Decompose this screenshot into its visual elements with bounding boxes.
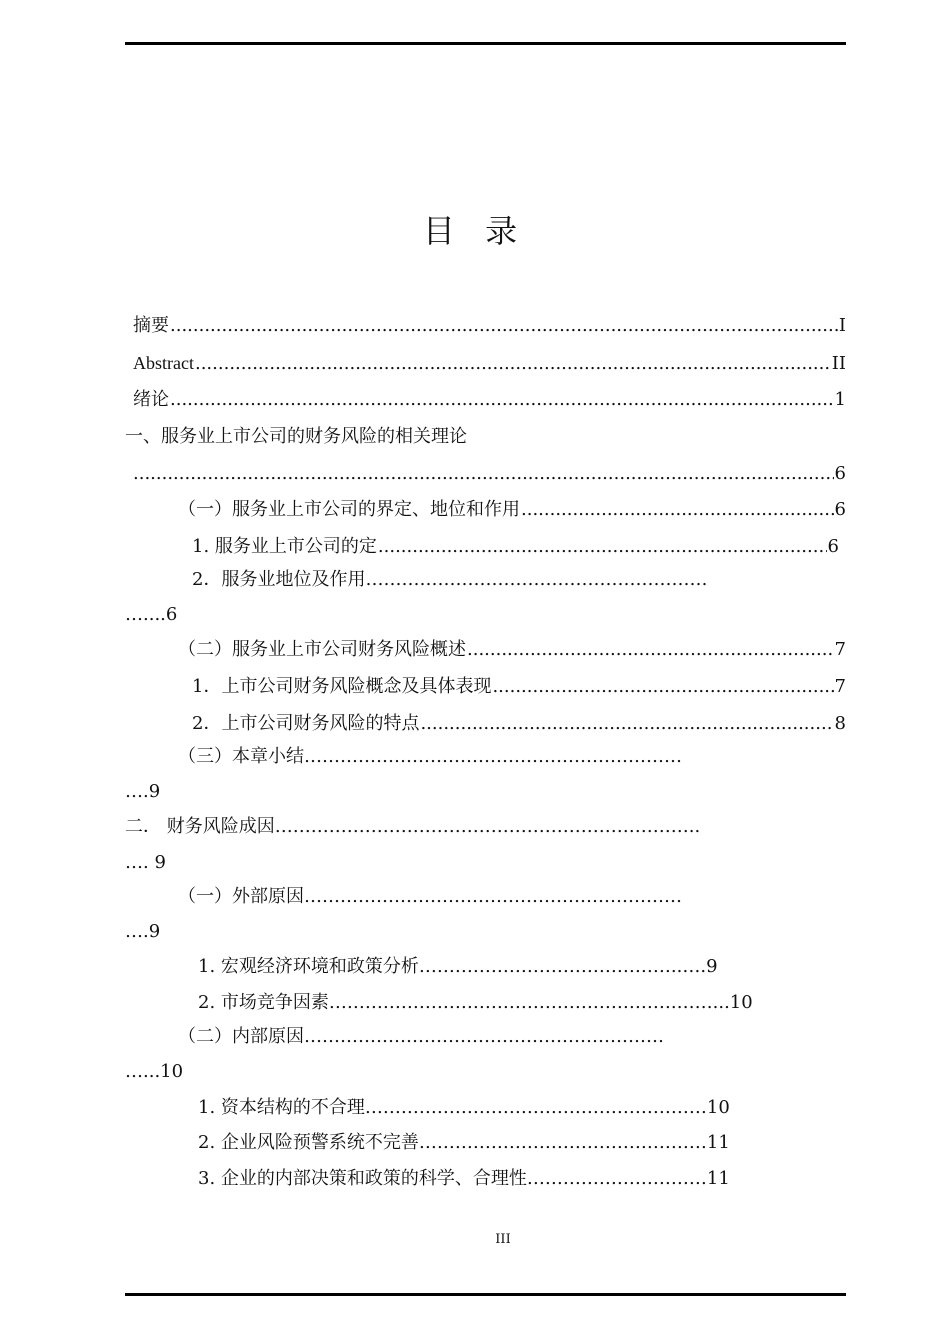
toc-entry-ch2-s1-1[interactable]: [198, 955, 846, 979]
toc-page-number: 6: [827, 536, 839, 557]
toc-entry-ch2-cont[interactable]: …. 9: [125, 852, 166, 873]
toc-page-number: 11: [706, 1168, 730, 1189]
toc-entry-ch2-s2-1[interactable]: [198, 1096, 730, 1120]
toc-entry-ch2-s1-2[interactable]: [198, 991, 846, 1015]
toc-entry-ch2-s2-2[interactable]: [198, 1131, 730, 1155]
footer-page-number: III: [495, 1232, 511, 1247]
toc-entry-ch1-s3-cont[interactable]: ….9: [125, 781, 161, 802]
toc-leader: [195, 352, 831, 376]
header-rule: [125, 42, 846, 45]
toc-leader: ………………………………………………….……...: [328, 992, 730, 1013]
toc-entry-ch1-s2[interactable]: [178, 638, 846, 662]
toc-entry-label: 1. 服务业上市公司的定: [192, 536, 377, 557]
toc-entry-ch1-s2-2[interactable]: [192, 712, 846, 736]
toc-entry-ch1-s1-2[interactable]: [192, 568, 707, 592]
toc-page-number: 9: [706, 956, 718, 977]
toc-entry-label: （二）内部原因: [178, 1026, 304, 1047]
toc-leader: …………………………………………………: [364, 1097, 707, 1118]
toc-entry-label: （一）服务业上市公司的界定、地位和作用: [178, 499, 520, 520]
toc-entry-label: 2．服务业地位及作用: [192, 569, 366, 590]
toc-page-number: 1: [834, 389, 846, 410]
toc-entry-ch1-s1[interactable]: [178, 498, 846, 522]
toc-entry-label: 3. 企业的内部决策和政策的科学、合理性: [198, 1168, 527, 1189]
toc-entry-ch2-s2[interactable]: [178, 1025, 664, 1049]
toc-entry-label: （三）本章小结: [178, 746, 304, 767]
toc-entry-label: 绪论: [133, 389, 169, 410]
toc-entry-ch1-s3[interactable]: [178, 745, 682, 769]
toc-page-number: II: [831, 353, 846, 374]
toc-entry-ch1-leader-line[interactable]: [133, 462, 846, 486]
toc-entry-ch1-s2-1[interactable]: [192, 675, 846, 699]
toc-entry-intro[interactable]: [133, 388, 846, 412]
footer-rule: [125, 1293, 846, 1296]
toc-entry-ch1-label[interactable]: 一、服务业上市公司的财务风险的相关理论: [125, 426, 467, 447]
toc-entry-label: （二）服务业上市公司财务风险概述: [178, 639, 466, 660]
toc-entry-ch2-s1-cont[interactable]: ….9: [125, 921, 161, 942]
toc-entry-label: 2. 市场竞争因素: [198, 992, 329, 1013]
toc-entry-abstract-cn[interactable]: [133, 314, 846, 338]
toc-entry-label: 1. 宏观经济环境和政策分析: [198, 956, 419, 977]
toc-page-number: 11: [706, 1132, 730, 1153]
toc-leader: ……………………………………………………………..: [274, 816, 701, 837]
toc-entry-ch2-s2-cont[interactable]: …...10: [125, 1061, 184, 1082]
toc-page-number: 10: [729, 992, 753, 1013]
toc-leader: [521, 498, 834, 522]
toc-leader: [420, 712, 833, 736]
toc-entry-ch2-s1[interactable]: [178, 885, 682, 909]
toc-page-number: 6: [834, 463, 846, 484]
toc-leader: [492, 675, 833, 699]
toc-leader: …………………………: [526, 1168, 707, 1189]
toc-entry-ch2-s2-3[interactable]: [198, 1167, 730, 1191]
toc-leader: [133, 462, 834, 486]
toc-leader: [378, 535, 827, 559]
toc-leader: ……………………………………..….: [418, 956, 707, 977]
toc-leader: [170, 388, 834, 412]
toc-leader: …………………………………………: [418, 1132, 707, 1153]
toc-leader: …………………………………………………: [365, 569, 708, 590]
toc-entry-label: 2. 企业风险预警系统不完善: [198, 1132, 419, 1153]
toc-page-number: 10: [706, 1097, 730, 1118]
toc-page-number: I: [838, 315, 846, 336]
toc-page-number: 6: [834, 499, 846, 520]
toc-entry-label: 摘要: [133, 315, 169, 336]
toc-leader: ……………………………………………………: [304, 1026, 664, 1047]
toc-page-number: 8: [834, 713, 846, 734]
toc-entry-label: Abstract: [133, 353, 194, 373]
toc-leader: [467, 638, 834, 662]
toc-entry-label: 1．上市公司财务风险概念及具体表现: [192, 676, 492, 697]
toc-page-number: 7: [834, 676, 846, 697]
toc-entry-abstract-en[interactable]: [133, 351, 846, 376]
toc-entry-label: （一）外部原因: [178, 886, 304, 907]
toc-leader: [170, 314, 838, 338]
toc-entry-label: 1. 资本结构的不合理: [198, 1097, 365, 1118]
toc-leader: ………………………………………………………: [304, 886, 682, 907]
toc-page-number: 7: [834, 639, 846, 660]
toc-entry-ch2[interactable]: [125, 815, 700, 839]
toc-leader: ………………………………………………………: [304, 746, 682, 767]
toc-entry-label: 二． 财务风险成因: [125, 816, 275, 837]
toc-entry-label: 2．上市公司财务风险的特点: [192, 713, 420, 734]
toc-entry-ch1-s1-2-cont[interactable]: …....6: [125, 604, 178, 625]
toc-title: 目 录: [422, 212, 528, 250]
toc-entry-ch1-s1-1[interactable]: [192, 535, 839, 559]
